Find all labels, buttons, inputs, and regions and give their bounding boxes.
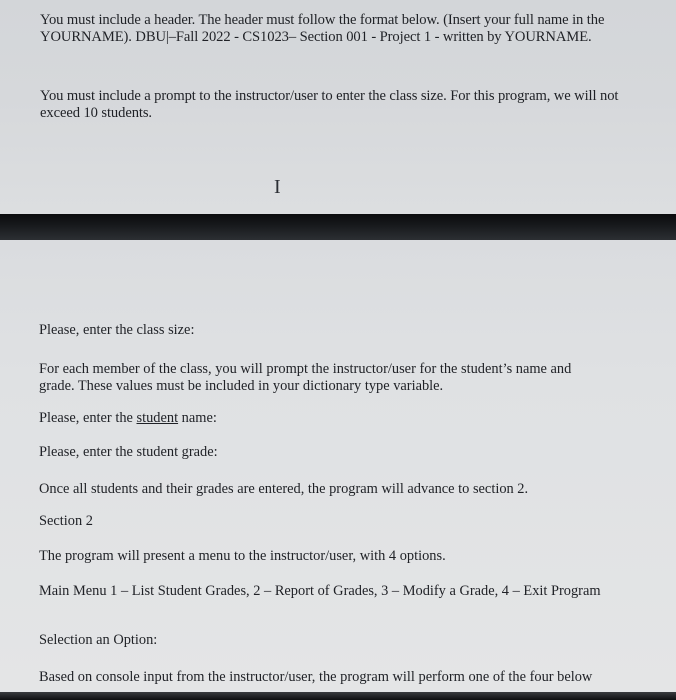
header-requirement-paragraph: You must include a header. The header must follow the format below. (Insert your full name in the YOURNAME). DBU|–Fall 2022 - CS1023– Section 001 - Project 1 - written by YOURNAME. (40, 12, 605, 45)
dark-divider-band (0, 214, 676, 240)
section-2-heading: Section 2 (39, 513, 93, 529)
student-name-prompt-underlined-word: student (136, 410, 179, 426)
top-page-area (0, 0, 676, 214)
advance-to-section-2-text: Once all students and their grades are entered, the program will advance to section 2. (39, 481, 529, 497)
class-size-prompt: Please, enter the class size: (39, 322, 195, 338)
console-input-text: Based on console input from the instructor/user, the program will perform one of the four below (39, 669, 593, 685)
student-grade-prompt: Please, enter the student grade: (39, 444, 218, 460)
main-menu-text: Main Menu 1 – List Student Grades, 2 – Report of Grades, 3 – Modify a Grade, 4 – Exit Program (39, 583, 601, 599)
class-size-requirement-paragraph: You must include a prompt to the instructor/user to enter the class size. For this program, we will not exceed 10 students. (40, 88, 619, 121)
student-name-prompt-suffix: name: (178, 410, 217, 426)
menu-intro-text: The program will present a menu to the instructor/user, with 4 options. (39, 548, 446, 564)
student-name-prompt (39, 410, 217, 427)
text-cursor-icon: I (274, 176, 281, 198)
selection-prompt: Selection an Option: (39, 632, 158, 648)
bottom-dark-edge (0, 692, 676, 700)
student-name-prompt-prefix: Please, enter the (39, 410, 137, 426)
bottom-page-area (0, 240, 676, 692)
for-each-member-paragraph: For each member of the class, you will prompt the instructor/user for the student’s name and grade. These values must be included in your dictionary type variable. (39, 361, 572, 394)
